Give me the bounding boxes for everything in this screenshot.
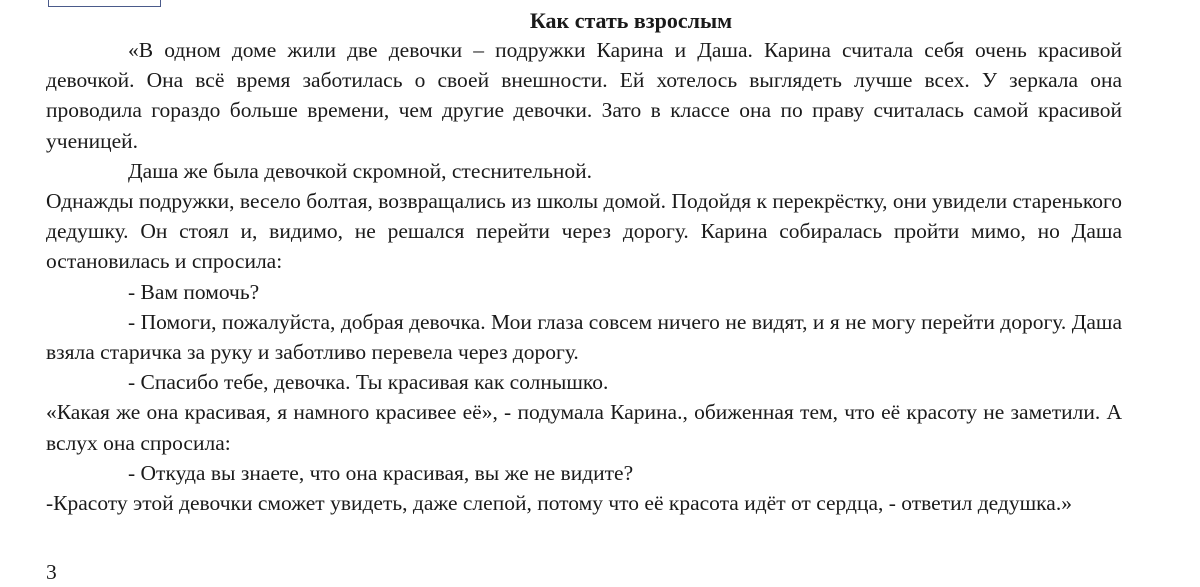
document-body — [46, 6, 1122, 518]
document-title: Как стать взрослым — [529, 8, 733, 33]
dialogue-line-help-offer: - Вам помочь? — [128, 279, 260, 304]
cut-off-next-line: 3 — [46, 560, 57, 584]
dialogue-line-grandpa-request: - Помоги, пожалуйста, добрая девочка. Мои глаза совсем ничего не видят, и я не могу перейти дорогу. Даша взяла старичка за руку и заботливо перевела через дорогу. — [46, 309, 1122, 365]
dialogue-line-thanks: - Спасибо тебе, девочка. Ты красивая как солнышко. — [128, 370, 609, 395]
paragraph-dasha: Даша же была девочкой скромной, стеснительной. — [128, 158, 593, 183]
dialogue-line-karina-question: - Откуда вы знаете, что она красивая, вы же не видите? — [128, 460, 634, 485]
paragraph-crossroad: Однажды подружки, весело болтая, возвращались из школы домой. Подойдя к перекрёстку, они увидели старенького дедушку. Он стоял и, видимо, не решался перейти через дорогу. Карина собиралась пройти мимо, но Даша остановилась и спросила: — [46, 189, 1122, 274]
dialogue-line-grandpa-answer: -Красоту этой девочки сможет увидеть, даже слепой, потому что её красота идёт от сердца, - ответил дедушка.» — [46, 491, 1072, 516]
paragraph-karina-thought: «Какая же она красивая, я намного красивее её», - подумала Карина., обиженная тем, что её красоту не заметили. А вслух она спросила: — [46, 400, 1122, 455]
paragraph-intro: «В одном доме жили две девочки – подружки Карина и Даша. Карина считала себя очень красивой девочкой. Она всё время заботилась о своей внешности. Ей хотелось выглядеть лучше всех. У зеркала она проводила гораздо больше времени, чем другие девочки. Зато в классе она по праву считалась самой красивой ученицей. — [46, 38, 1122, 153]
